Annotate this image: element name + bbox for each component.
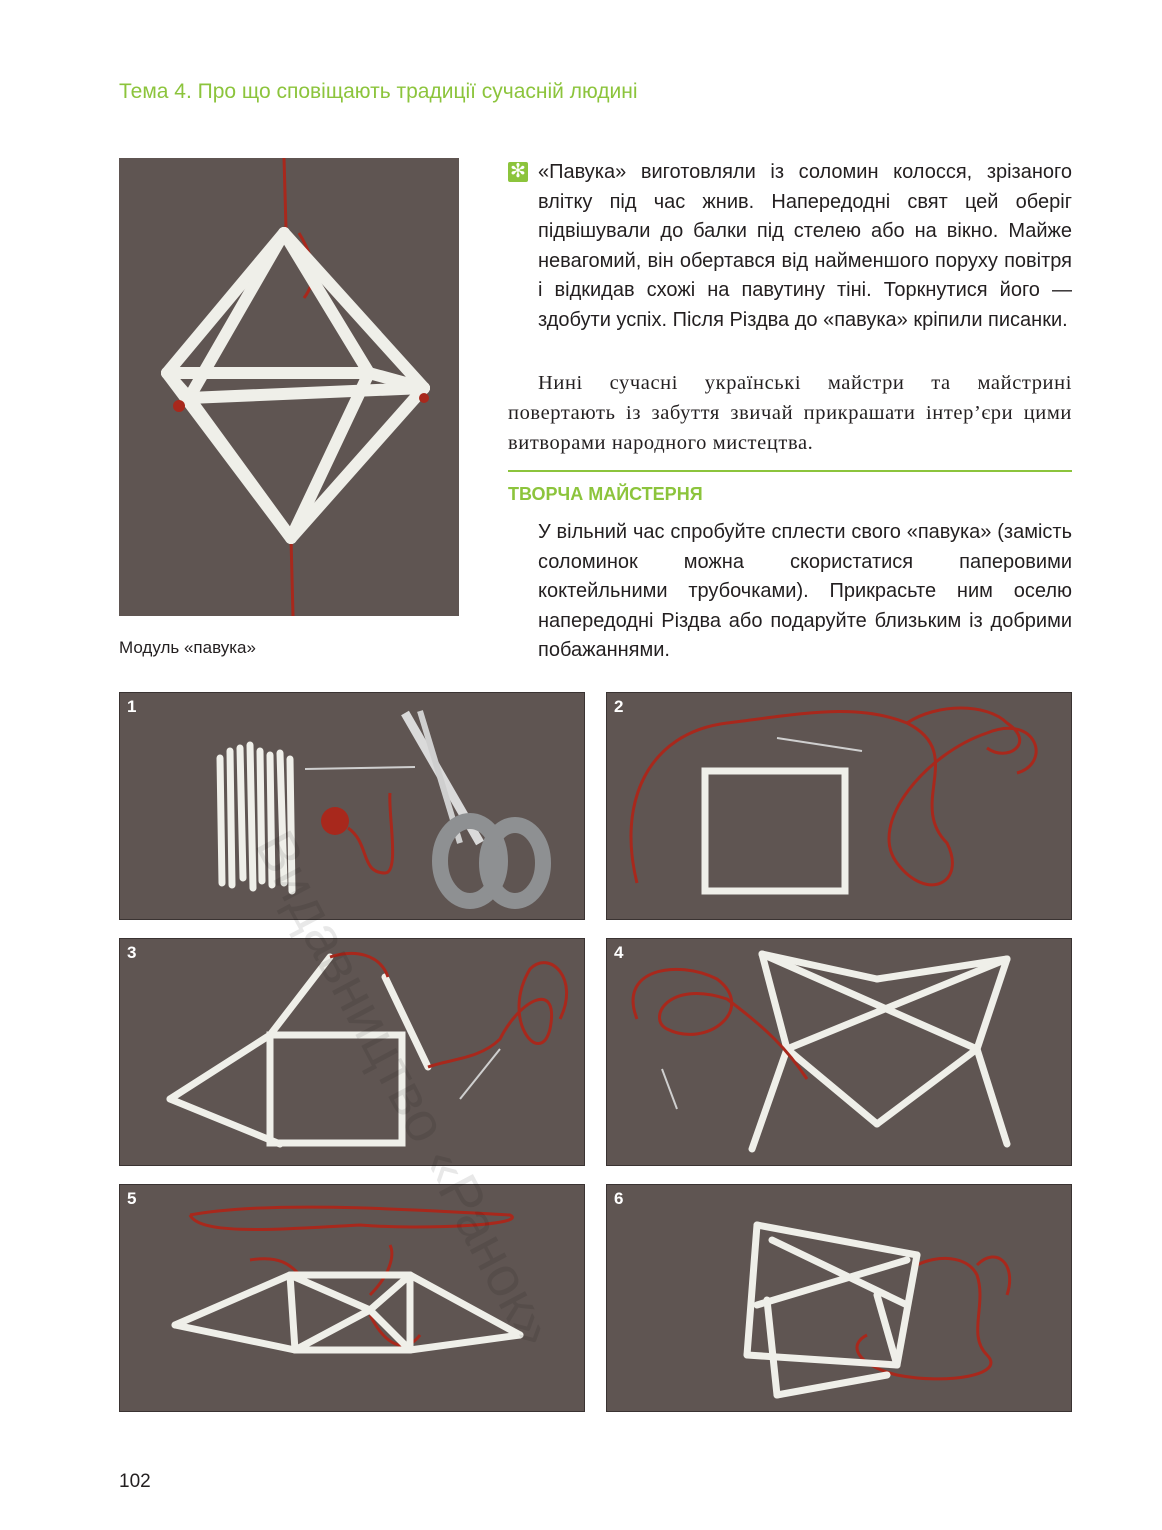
photo-caption: Модуль «павука» bbox=[119, 638, 256, 657]
step-number: 5 bbox=[127, 1189, 137, 1208]
workshop-heading: ТВОРЧА МАЙСТЕРНЯ bbox=[508, 484, 703, 504]
page-number: 102 bbox=[119, 1471, 151, 1492]
workshop-paragraph: У вільний час спробуйте сплести свого «павука» (замість соломинок можна скористатися паперовими коктейльними трубочками). Прикрасьте ним оселю напередодні Різдва або подаруйте близьким із добрими побажаннями. bbox=[538, 521, 1072, 661]
step-photo-5 bbox=[119, 1184, 585, 1412]
step-photo-4 bbox=[606, 938, 1072, 1166]
intro-paragraph: «Павука» виготовляли із соломин колосся, зрізаного влітку під час жнив. Напередодні свят цей оберіг підвішували до балки під стелею або на вікно. Майже невагомий, він обертався від найменшого поруху повітря і відкидав схожі на павутину тіні. Торкнутися його — здобути успіх. Після Різдва до «павука» кріпили писанки. bbox=[538, 161, 1072, 331]
page-header: Тема 4. Про що сповіщають традиції сучасній людині bbox=[119, 80, 638, 103]
step-photo-1 bbox=[119, 692, 585, 920]
asterisk-icon: ✻ bbox=[508, 162, 528, 182]
step-number: 2 bbox=[614, 697, 624, 716]
section-divider bbox=[508, 470, 1072, 472]
step-number: 4 bbox=[614, 943, 624, 962]
step-number: 3 bbox=[127, 943, 137, 962]
step-photo-6 bbox=[606, 1184, 1072, 1412]
intro-block bbox=[508, 158, 1072, 335]
modern-masters-paragraph: Нині сучасні українські майстри та майстрині повертають із забуття звичай прикрашати інтер’єри цими витворами народного мистецтва. bbox=[508, 372, 1072, 454]
spider-module-photo bbox=[119, 158, 459, 616]
step-photo-2 bbox=[606, 692, 1072, 920]
step-photo-3 bbox=[119, 938, 585, 1166]
step-number: 1 bbox=[127, 697, 137, 716]
step-number: 6 bbox=[614, 1189, 624, 1208]
